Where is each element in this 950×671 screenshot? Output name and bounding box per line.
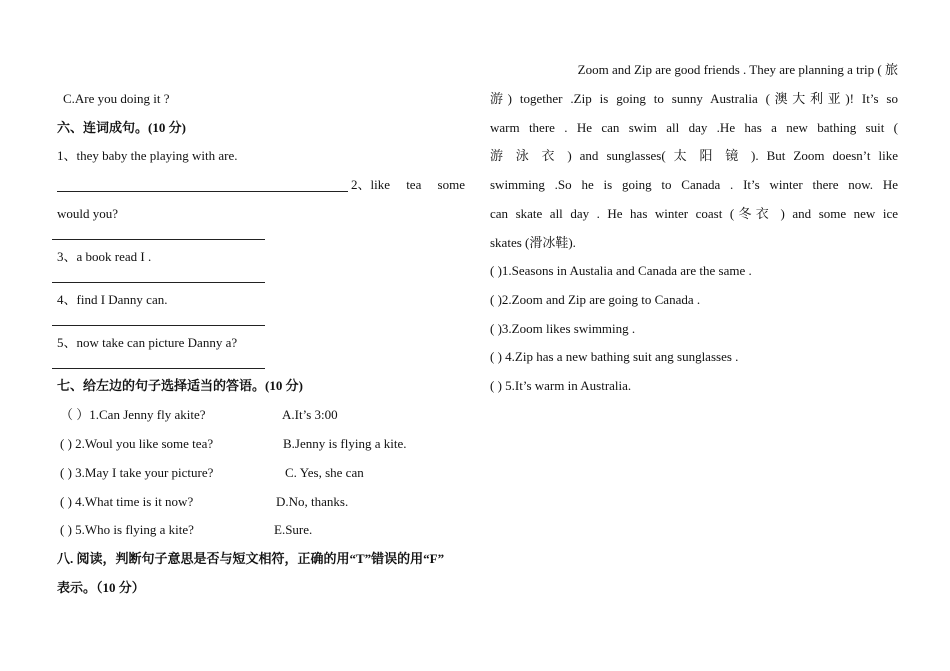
tf-item-4: ( ) 4.Zip has a new bathing suit ang sunglasses . (490, 349, 739, 364)
section6-title: 六、连词成句。(10 分) (57, 120, 186, 135)
s7-answer-e: E.Sure. (274, 522, 313, 537)
s7-answer-b: B.Jenny is flying a kite. (283, 436, 407, 451)
s7-question-4: ( ) 4.What time is it now? (60, 494, 194, 509)
answer-line-4[interactable] (52, 325, 265, 326)
s7-answer-a: A.It’s 3:00 (282, 407, 338, 422)
passage-line: 游 泳 衣 ) and sunglasses( 太 阳 镜 ). But Zoom doesn’t like (490, 148, 898, 163)
s6-sentence-1: 1、they baby the playing with are. (57, 148, 238, 163)
s6-2-word: tea (406, 177, 422, 192)
s7-question-1: （ ）1.Can Jenny fly akite? (60, 407, 206, 422)
tf-item-5: ( ) 5.It’s warm in Australia. (490, 378, 632, 393)
answer-line-2[interactable] (52, 239, 265, 240)
section8-title: 八. 阅读，判断句子意思是否与短文相符，正确的用“T”错误的用“F” (57, 551, 445, 566)
answer-line-3[interactable] (52, 282, 265, 283)
s6-sentence-2 (351, 177, 465, 193)
s7-answer-c: C. Yes, she can (285, 465, 364, 480)
s6-sentence-2-cont: would you? (57, 206, 119, 221)
s7-question-5: ( ) 5.Who is flying a kite? (60, 522, 194, 537)
section8-title-cont: 表示。（10 分） (57, 580, 145, 595)
s6-sentence-5: 5、now take can picture Danny a? (57, 335, 238, 350)
s7-question-3: ( ) 3.May I take your picture? (60, 465, 214, 480)
s6-2-word: some (437, 177, 465, 192)
passage-line: skates (滑冰鞋). (490, 235, 576, 250)
s7-answer-d: D.No, thanks. (276, 494, 349, 509)
tf-item-3: ( )3.Zoom likes swimming . (490, 321, 636, 336)
q5-option-c: C.Are you doing it ? (63, 91, 170, 106)
passage-line: swimming .So he is going to Canada . It’s winter there now. He (490, 177, 898, 192)
tf-item-1: ( )1.Seasons in Austalia and Canada are the same . (490, 263, 752, 278)
s6-2-word: 2、like (351, 177, 390, 192)
passage-line: warm there . He can swim all day .He has a new bathing suit ( (490, 120, 898, 135)
answer-line-1[interactable] (57, 191, 348, 192)
passage-line: can skate all day . He has winter coast (冬衣 ) and some new ice (490, 206, 898, 221)
section7-title: 七、给左边的句子选择适当的答语。(10 分) (57, 378, 303, 393)
tf-item-2: ( )2.Zoom and Zip are going to Canada . (490, 292, 701, 307)
s6-sentence-3: 3、a book read I . (57, 249, 152, 264)
passage-line: 游) together .Zip is going to sunny Australia (澳大利亚)! It’s so (490, 91, 898, 106)
s6-sentence-4: 4、find I Danny can. (57, 292, 168, 307)
s7-question-2: ( ) 2.Woul you like some tea? (60, 436, 214, 451)
answer-line-5[interactable] (52, 368, 265, 369)
passage-line: Zoom and Zip are good friends . They are planning a trip ( 旅 (577, 62, 898, 77)
